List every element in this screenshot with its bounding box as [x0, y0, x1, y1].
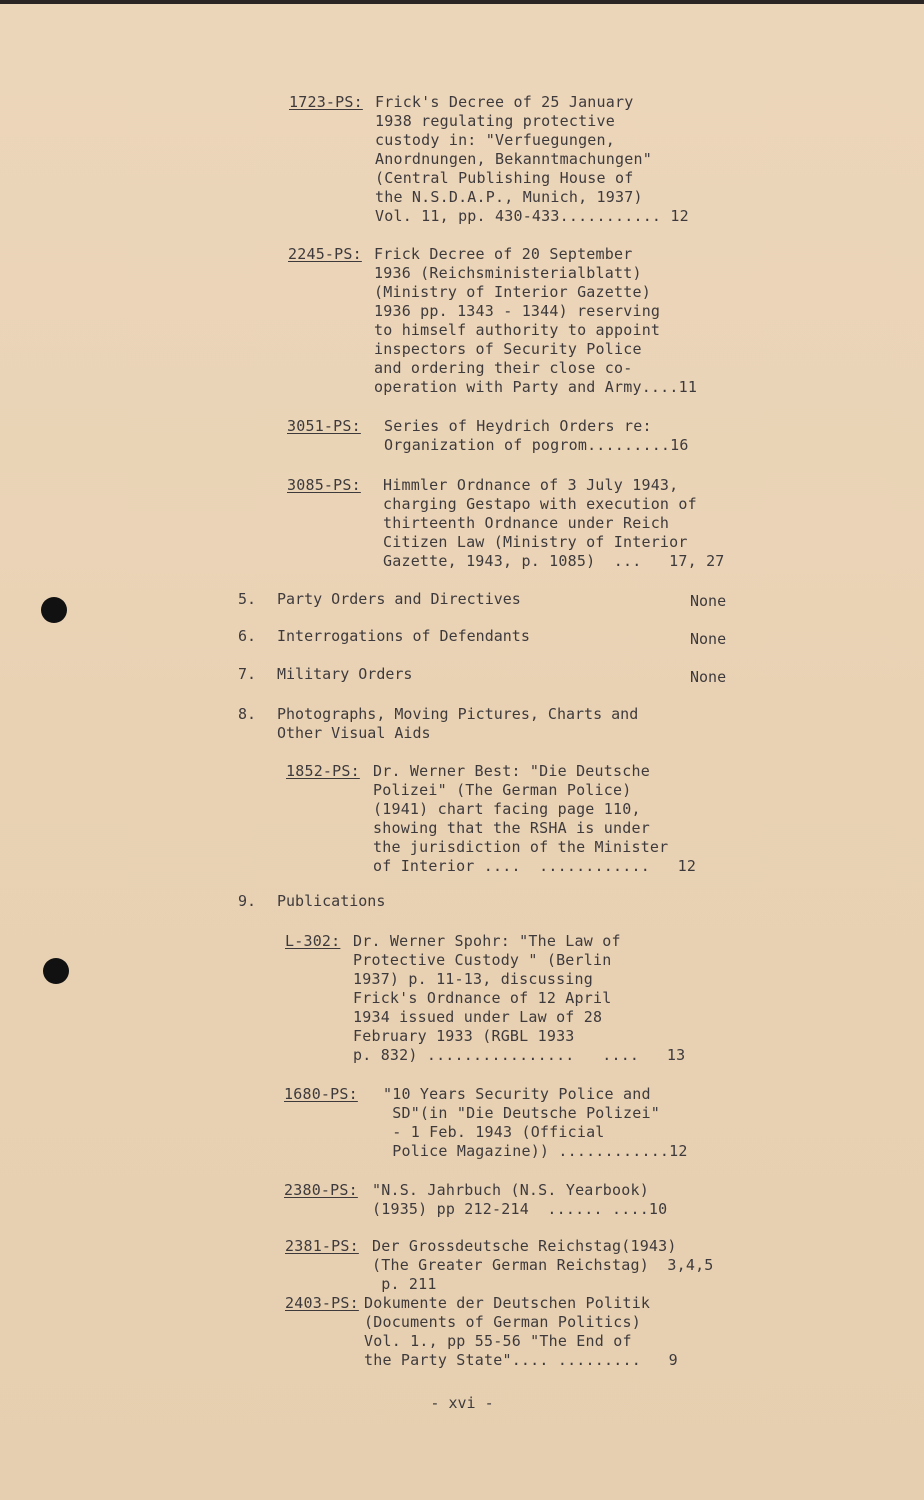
exhibit-description: Series of Heydrich Orders re: Organization of pogrom.........16 — [384, 417, 689, 454]
section-number: 5. — [238, 590, 257, 608]
top-edge-shadow — [0, 0, 924, 4]
exhibit-description: "10 Years Security Police and SD"(in "Die Deutsche Polizei" - 1 Feb. 1943 (Official Police Magazine)) ............12 — [383, 1085, 688, 1160]
section-number: 8. — [238, 705, 257, 723]
section-title: Party Orders and Directives — [277, 590, 521, 608]
exhibit-description: Dr. Werner Spohr: "The Law of Protective Custody " (Berlin 1937) p. 11-13, discussing Frick's Ordnance of 12 April 1934 issued under Law of 28 February 1933 (RGBL 1933 p. 832) ................ .... 13 — [353, 932, 686, 1064]
exhibit-code: 2403-PS: — [285, 1294, 359, 1312]
binder-hole-top — [41, 597, 67, 623]
exhibit-description: "N.S. Jahrbuch (N.S. Yearbook) (1935) pp 212-214 ...... ....10 — [372, 1181, 668, 1218]
binder-hole-bottom — [43, 958, 69, 984]
section-number: 6. — [238, 627, 257, 645]
section-number: 9. — [238, 892, 257, 910]
exhibit-description: Himmler Ordnance of 3 July 1943, charging Gestapo with execution of thirteenth Ordnance under Reich Citizen Law (Ministry of Interior Gazette, 1943, p. 1085) ... 17, 27 — [383, 476, 725, 570]
exhibit-description: Der Grossdeutsche Reichstag(1943) (The Greater German Reichstag) 3,4,5 p. 211 — [372, 1237, 714, 1293]
exhibit-code: 3051-PS: — [287, 417, 361, 435]
exhibit-code: 2245-PS: — [288, 245, 362, 263]
exhibit-description: Frick Decree of 20 September 1936 (Reichsministerialblatt) (Ministry of Interior Gazette) 1936 pp. 1343 - 1344) reserving to himself authority to appoint inspectors of Security Police and ordering their close co- operation with Party and Army....11 — [374, 245, 698, 396]
section-title: Publications — [277, 892, 386, 910]
section-value: None — [690, 668, 727, 686]
exhibit-code: L-302: — [285, 932, 341, 950]
section-title: Military Orders — [277, 665, 413, 683]
exhibit-description: Dr. Werner Best: "Die Deutsche Polizei" (The German Police) (1941) chart facing page 110, showing that the RSHA is under the jurisdiction of the Minister of Interior .... ............ 12 — [373, 762, 697, 875]
section-title: Interrogations of Defendants — [277, 627, 530, 645]
section-value: None — [690, 592, 727, 610]
page-number: - xvi - — [430, 1394, 494, 1412]
exhibit-code: 2381-PS: — [285, 1237, 359, 1255]
exhibit-code: 1852-PS: — [286, 762, 360, 780]
section-title: Photographs, Moving Pictures, Charts and Other Visual Aids — [277, 705, 639, 742]
exhibit-code: 2380-PS: — [284, 1181, 358, 1199]
section-value: None — [690, 630, 727, 648]
section-number: 7. — [238, 665, 257, 683]
exhibit-description: Frick's Decree of 25 January 1938 regulating protective custody in: "Verfuegungen, Anordnungen, Bekanntmachungen" (Central Publishing House of the N.S.D.A.P., Munich, 1937) Vol. 11, pp. 430-433........... 12 — [375, 93, 689, 225]
exhibit-code: 1723-PS: — [289, 93, 363, 111]
exhibit-code: 1680-PS: — [284, 1085, 358, 1103]
exhibit-description: Dokumente der Deutschen Politik (Documents of German Politics) Vol. 1., pp 55-56 "The End of the Party State".... ......... 9 — [364, 1294, 678, 1369]
exhibit-code: 3085-PS: — [287, 476, 361, 494]
